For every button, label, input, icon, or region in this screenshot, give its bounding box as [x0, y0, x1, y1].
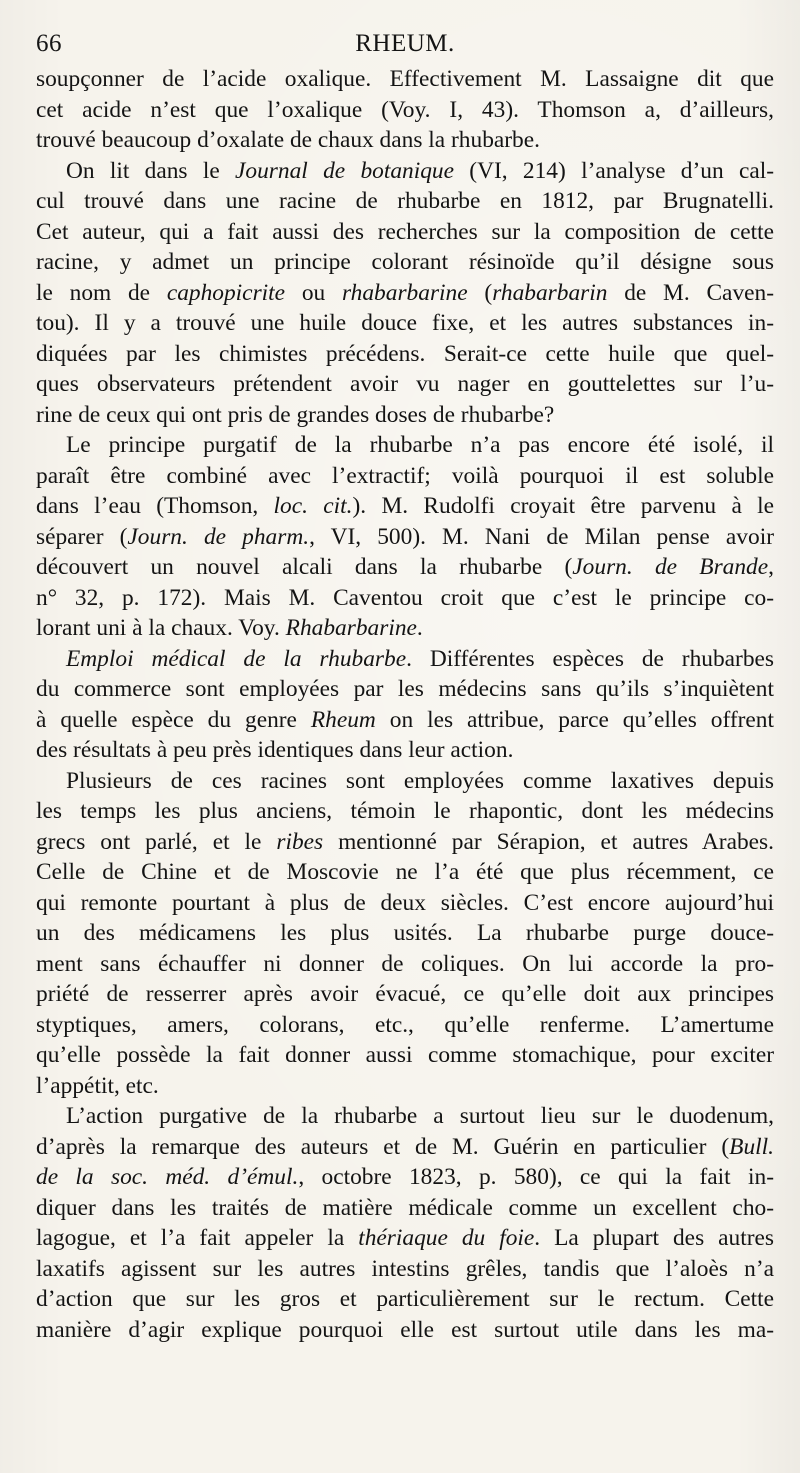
- text-line: des résultats à peu près identiques dans leur action.: [36, 737, 514, 763]
- italic-phrase: caphopicrite: [166, 279, 286, 306]
- text-line: le nom de caphopicrite ou rhabarbarine (rhabarbarin de M. Caven-: [36, 279, 775, 306]
- italic-phrase: Bull.: [729, 1133, 774, 1160]
- text-line: lagogue, et l’a fait appeler la thériaque du foie. La plupart des autres: [36, 1225, 774, 1251]
- text-line: Cet auteur, qui a fait aussi des recherches sur la composition de cette: [36, 218, 774, 245]
- text-line: du commerce sont employées par les médecins sans qu’ils s’inquiètent: [36, 676, 774, 702]
- text-line: qui remonte pourtant à plus de deux siècles. C’est encore aujourd’hui: [36, 889, 774, 916]
- italic-phrase: Journ. de Brande: [572, 554, 769, 580]
- paragraph: [36, 156, 774, 431]
- text-line: un des médicamens les plus usités. La rhubarbe purge douce-: [36, 920, 774, 946]
- paragraph: [36, 1101, 774, 1345]
- text-line: Le principe purgatif de la rhubarbe n’a pas encore été isolé, il: [66, 432, 774, 458]
- text-line: de la soc. méd. d’émul., octobre 1823, p. 580), ce qui la fait in-: [36, 1164, 774, 1190]
- running-head: [36, 26, 774, 64]
- paragraph: [36, 64, 774, 156]
- text-line: Plusieurs de ces racines sont employées comme laxatives depuis: [66, 767, 774, 794]
- italic-phrase: Rhabarbarine: [285, 615, 417, 641]
- italic-phrase: Emploi médical de la rhubarbe: [66, 645, 407, 672]
- text-line: ques observateurs prétendent avoir vu nager en gouttelettes sur l’u-: [36, 371, 774, 397]
- italic-phrase: rhabarbarine: [341, 279, 468, 306]
- text-line: trouvé beaucoup d’oxalate de chaux dans la rhubarbe.: [36, 127, 540, 153]
- text-line: découvert un nouvel alcali dans la rhubarbe (Journ. de Brande,: [36, 554, 774, 580]
- text-line: Emploi médical de la rhubarbe. Différentes espèces de rhubarbes: [66, 645, 775, 672]
- text-line: d’après la remarque des auteurs et de M. Guérin en particulier (Bull.: [36, 1133, 774, 1160]
- text-line: priété de resserrer après avoir évacué, ce qu’elle doit aux principes: [36, 981, 774, 1007]
- text-line: On lit dans le Journal de botanique (VI, 214) l’analyse d’un cal-: [66, 157, 775, 184]
- text-line: Celle de Chine et de Moscovie ne l’a été que plus récemment, ce: [36, 859, 774, 885]
- text-line: dans l’eau (Thomson, loc. cit.). M. Rudolfi croyait être parvenu à le: [36, 493, 775, 519]
- text-line: qu’elle possède la fait donner aussi comme stomachique, pour exciter: [36, 1042, 774, 1068]
- text-line: grecs ont parlé, et le ribes mentionné par Sérapion, et autres Arabes.: [36, 828, 774, 855]
- text-line: cul trouvé dans une racine de rhubarbe en 1812, par Brugnatelli.: [36, 188, 774, 214]
- text-line: paraît être combiné avec l’extractif; voilà pourquoi il est soluble: [36, 462, 774, 489]
- text-line: styptiques, amers, colorans, etc., qu’elle renferme. L’amertume: [36, 1011, 774, 1038]
- text-line: n° 32, p. 172). Mais M. Caventou croit que c’est le principe co-: [36, 584, 774, 611]
- text-line: diquées par les chimistes précédens. Serait-ce cette huile que quel-: [36, 340, 774, 367]
- paragraph: [36, 430, 774, 644]
- page-body: [36, 64, 774, 1345]
- text-line: à quelle espèce du genre Rheum on les attribue, parce qu’elles offrent: [36, 706, 774, 733]
- italic-phrase: loc. cit.: [273, 493, 353, 519]
- text-line: séparer (Journ. de pharm., VI, 500). M. Nani de Milan pense avoir: [36, 523, 774, 550]
- running-title: RHEUM.: [355, 30, 455, 57]
- italic-phrase: ribes: [276, 828, 324, 855]
- text-line: manière d’agir explique pourquoi elle est surtout utile dans les ma-: [36, 1316, 774, 1343]
- text-line: cet acide n’est que l’oxalique (Voy. I, 43). Thomson a, d’ailleurs,: [36, 96, 774, 123]
- paragraph: [36, 644, 774, 766]
- text-line: rine de ceux qui ont pris de grandes doses de rhubarbe?: [36, 401, 555, 428]
- text-line: L’action purgative de la rhubarbe a surtout lieu sur le duodenum,: [66, 1103, 774, 1129]
- text-line: soupçonner de l’acide oxalique. Effectivement M. Lassaigne dit que: [36, 66, 774, 92]
- text-line: ment sans échauffer ni donner de coliques. On lui accorde la pro-: [36, 950, 774, 977]
- italic-phrase: thériaque du foie: [358, 1225, 535, 1251]
- text-line: d’action que sur les gros et particulièrement sur le rectum. Cette: [36, 1286, 774, 1312]
- text-line: l’appétit, etc.: [36, 1072, 159, 1099]
- text-line: tou). Il y a trouvé une huile douce fixe, et les autres substances in-: [36, 310, 774, 336]
- italic-phrase: rhabarbarin: [492, 279, 608, 306]
- italic-phrase: Rheum: [310, 706, 376, 733]
- text-line: racine, y admet un principe colorant résinoïde qu’il désigne sous: [36, 249, 774, 275]
- page-number: 66: [36, 30, 62, 57]
- text-line: diquer dans les traités de matière médicale comme un excellent cho-: [36, 1194, 774, 1221]
- text-line: laxatifs agissent sur les autres intestins grêles, tandis que l’aloès n’a: [36, 1255, 774, 1282]
- italic-phrase: de la soc. méd. d’émul.: [36, 1164, 299, 1190]
- italic-phrase: Journ. de pharm.: [127, 523, 310, 550]
- paragraph: [36, 766, 774, 1102]
- text-line: les temps les plus anciens, témoin le rhapontic, dont les médecins: [36, 798, 774, 824]
- text-line: lorant uni à la chaux. Voy. Rhabarbarine.: [36, 615, 423, 641]
- italic-phrase: Journal de botanique: [235, 157, 454, 184]
